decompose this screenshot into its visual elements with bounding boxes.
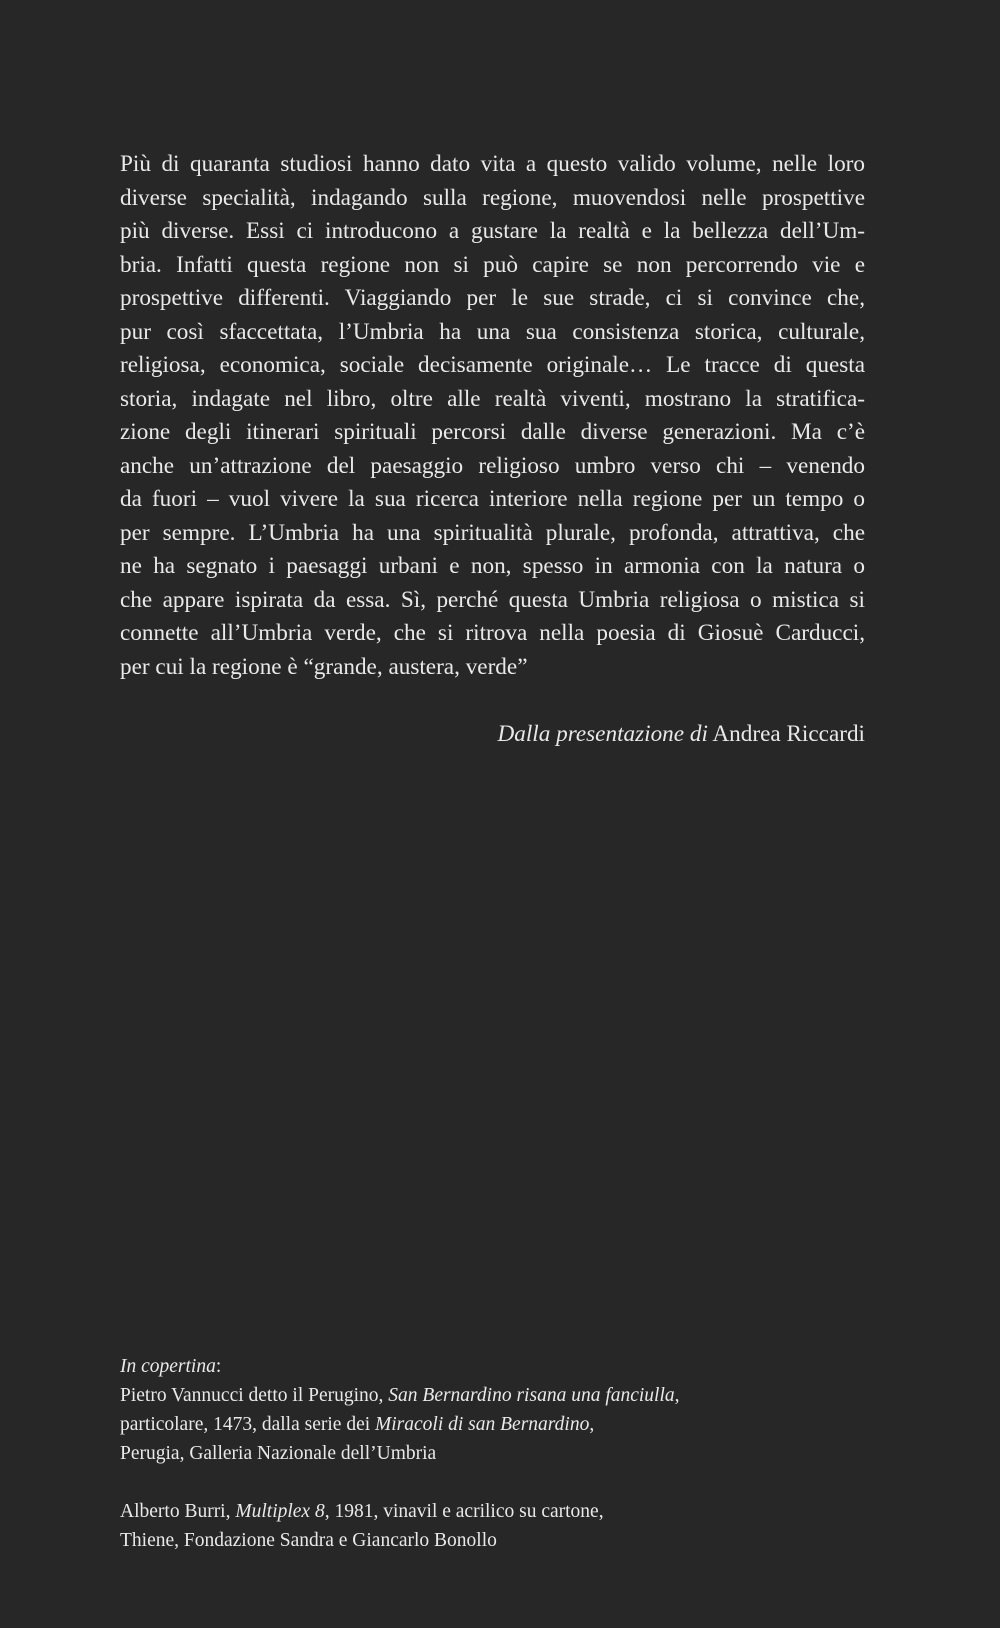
artwork-location: Perugia, Galleria Nazionale dell’Umbria: [120, 1443, 437, 1464]
text-line: che appare ispirata da essa. Sì, perché questa Umbria religiosa o mistica si: [120, 586, 865, 613]
artwork-details: particolare, 1473, dalla serie dei: [120, 1414, 376, 1435]
presentation-text: [120, 148, 865, 684]
text-line: prospettive differenti. Viaggiando per le sue strade, ci si convince che,: [120, 285, 865, 311]
text-line: zione degli itinerari spirituali percorsi dalle diverse generazioni. Ma c’è: [120, 419, 865, 445]
text-line: ne ha segnato i paesaggi urbani e non, spesso in armonia con la natura o: [120, 553, 865, 579]
cover-label-colon: :: [215, 1356, 222, 1377]
text-line: Più di quaranta studiosi hanno dato vita a questo valido volume, nelle loro: [120, 151, 865, 177]
text-line: pur così sfaccettata, l’Umbria ha una sua consistenza storica, culturale,: [120, 318, 865, 345]
artwork-title: Multiplex 8: [235, 1501, 325, 1522]
cover-credit-burri: [120, 1497, 880, 1555]
artist-name: Alberto Burri,: [120, 1501, 236, 1522]
punctuation: ,: [589, 1414, 595, 1435]
artist-name: Pietro Vannucci detto il Perugino,: [120, 1385, 389, 1406]
text-line: da fuori – vuol vivere la sua ricerca interiore nella regione per un tempo o: [120, 486, 865, 512]
attribution-author: Andrea Riccardi: [712, 721, 865, 747]
artwork-details: , 1981, vinavil e acrilico su cartone,: [324, 1501, 604, 1522]
text-line: religiosa, economica, sociale decisamente originale… Le tracce di questa: [120, 352, 865, 378]
text-line: per sempre. L’Umbria ha una spiritualità plurale, profonda, attrattiva, che: [120, 519, 865, 546]
punctuation: ,: [674, 1385, 680, 1406]
text-line: anche un’attrazione del paesaggio religioso umbro verso chi – venendo: [120, 452, 865, 479]
credit-line: [120, 1410, 880, 1439]
text-line: connette all’Umbria verde, che si ritrova nella poesia di Giosuè Carducci,: [120, 620, 865, 646]
text-line: storia, indagate nel libro, oltre alle realtà viventi, mostrano la stratifica-: [120, 385, 865, 412]
cover-label: In copertina: [120, 1356, 216, 1377]
credit-line: [120, 1497, 880, 1526]
text-line: per cui la regione è “grande, austera, verde”: [120, 653, 528, 680]
cover-label-line: [120, 1352, 880, 1381]
attribution-prefix: Dalla presentazione di: [497, 721, 708, 747]
artwork-series: Miracoli di san Bernardino: [375, 1414, 590, 1435]
text-line: diverse specialità, indagando sulla regione, muovendosi nelle prospettive: [120, 184, 865, 211]
artwork-location: Thiene, Fondazione Sandra e Giancarlo Bonollo: [120, 1530, 497, 1551]
artwork-title: San Bernardino risana una fanciulla: [388, 1385, 675, 1406]
credit-line: [120, 1381, 880, 1410]
cover-credit-perugino: [120, 1352, 880, 1468]
text-line: bria. Infatti questa regione non si può capire se non percorrendo vie e: [120, 251, 865, 278]
presentation-attribution: [498, 718, 866, 752]
text-line: più diverse. Essi ci introducono a gustare la realtà e la bellezza dell’Um-: [120, 218, 865, 244]
cover-credits: [120, 1352, 880, 1584]
